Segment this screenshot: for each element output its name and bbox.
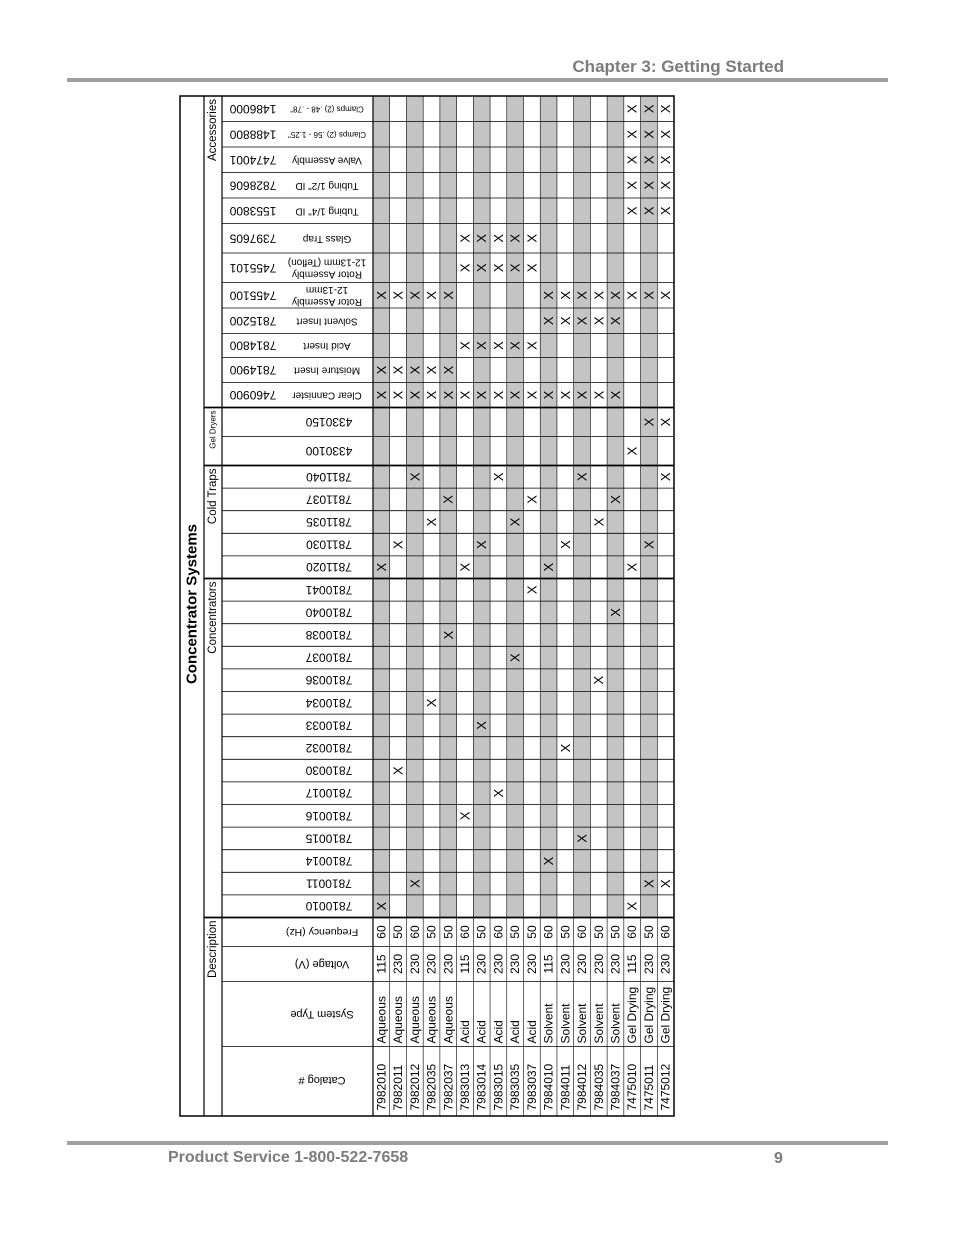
- x-mark: X: [373, 290, 389, 300]
- accessory-part-number: 7455101: [229, 260, 277, 275]
- concentrator-column-label: 7810040: [305, 605, 353, 620]
- x-mark: X: [407, 290, 423, 300]
- x-mark: X: [524, 585, 540, 595]
- x-mark: X: [557, 540, 573, 549]
- product-service-line: Product Service 1-800-522-7658: [168, 1149, 409, 1166]
- accessory-name-detail: 12-13mm (Teflon): [287, 256, 367, 268]
- x-mark: X: [641, 879, 657, 888]
- concentrator-column-label: 7810030: [305, 763, 353, 778]
- x-mark: X: [624, 180, 640, 190]
- x-mark: X: [641, 104, 657, 114]
- x-mark: X: [607, 495, 623, 504]
- catalog-number-cell: 7475012: [658, 1063, 673, 1111]
- catalog-number-cell: 7982012: [407, 1063, 422, 1111]
- x-mark: X: [373, 562, 389, 572]
- x-mark: X: [641, 155, 657, 165]
- x-mark: X: [641, 180, 657, 190]
- catalog-number-cell: 7982037: [441, 1063, 456, 1111]
- concentrator-column-label: 7810038: [305, 628, 353, 642]
- x-mark: X: [541, 316, 557, 326]
- x-mark: X: [490, 263, 506, 273]
- x-mark: X: [440, 630, 456, 640]
- concentrator-column-label: 7810015: [305, 831, 353, 846]
- x-mark: X: [407, 390, 423, 400]
- frequency-cell: 50: [424, 925, 439, 939]
- x-mark: X: [574, 834, 590, 843]
- concentrator-column-label: 7810033: [305, 718, 353, 733]
- x-mark: X: [624, 104, 640, 114]
- x-mark: X: [574, 316, 590, 326]
- accessory-name: Clamps (2) .48 - .78": [290, 104, 364, 114]
- concentrator-column-label: 7810010: [305, 899, 353, 914]
- accessory-name: Clear Cannister: [292, 389, 362, 401]
- x-mark: X: [507, 390, 523, 400]
- frequency-cell: 60: [658, 925, 673, 939]
- group-label-cold-traps: Cold Traps: [207, 468, 219, 525]
- concentrator-column-label: 7810041: [305, 582, 353, 597]
- x-mark: X: [524, 341, 540, 350]
- x-mark: X: [373, 390, 389, 400]
- system-type-cell: Solvent: [558, 1003, 573, 1044]
- catalog-number-cell: 7984011: [558, 1064, 573, 1111]
- x-mark: X: [457, 562, 473, 572]
- concentrator-column-label: 7810017: [305, 786, 353, 801]
- system-type-cell: Solvent: [541, 1003, 556, 1044]
- frequency-cell: 50: [608, 925, 623, 939]
- voltage-cell: 230: [524, 953, 539, 975]
- catalog-number-cell: 7983015: [491, 1063, 506, 1111]
- x-mark: X: [574, 390, 590, 400]
- gel-dryer-column-label: 4330100: [305, 444, 353, 458]
- x-mark: X: [474, 721, 490, 730]
- footer-rule: [67, 1141, 888, 1145]
- accessory-part-number: 7397605: [229, 231, 277, 246]
- system-type-cell: Aqueous: [424, 996, 439, 1044]
- cold-trap-column-label: 7811030: [306, 537, 352, 552]
- x-mark: X: [641, 206, 657, 216]
- x-mark: X: [390, 766, 406, 775]
- x-mark: X: [390, 290, 406, 300]
- system-type-cell: Acid: [524, 1020, 539, 1044]
- system-type-cell: Solvent: [575, 1003, 590, 1044]
- voltage-cell: 230: [591, 953, 606, 975]
- system-type-cell: Acid: [491, 1020, 506, 1044]
- voltage-cell: 230: [575, 953, 590, 975]
- concentrator-column-label: 7810011: [306, 876, 352, 891]
- x-mark: X: [574, 472, 590, 482]
- frequency-cell: 50: [441, 925, 456, 939]
- concentrator-column-label: 7810014: [305, 854, 353, 868]
- concentrator-column-label: 7810034: [305, 695, 353, 710]
- voltage-cell: 230: [658, 953, 673, 975]
- shaded-row-band: [607, 96, 624, 918]
- group-label-description: Description: [207, 920, 219, 979]
- x-mark: X: [474, 263, 490, 273]
- catalog-number-cell: 7983013: [457, 1063, 472, 1111]
- system-type-cell: Gel Drying: [658, 986, 673, 1044]
- accessory-name: Rotor Assembly: [291, 295, 363, 307]
- x-mark: X: [474, 341, 490, 350]
- voltage-cell: 230: [508, 953, 523, 975]
- voltage-cell: 230: [491, 953, 506, 975]
- x-mark: X: [607, 390, 623, 400]
- x-mark: X: [424, 390, 440, 400]
- catalog-number-cell: 7475010: [625, 1063, 640, 1111]
- x-mark: X: [607, 316, 623, 326]
- x-mark: X: [474, 540, 490, 549]
- accessory-name: Tubing 1/4" ID: [295, 205, 359, 217]
- x-mark: X: [591, 675, 607, 685]
- catalog-number-cell: 7984012: [575, 1063, 590, 1111]
- x-mark: X: [424, 290, 440, 300]
- catalog-number-cell: 7982035: [424, 1063, 439, 1111]
- catalog-number-cell: 7982010: [374, 1063, 389, 1111]
- x-mark: X: [407, 472, 423, 482]
- catalog-number-cell: 7475011: [641, 1064, 656, 1111]
- accessory-part-number: 7474001: [229, 152, 277, 167]
- shaded-row-band: [507, 96, 524, 918]
- description-column-label: Frequency (Hz): [285, 926, 359, 938]
- frequency-cell: 50: [591, 925, 606, 939]
- voltage-cell: 230: [641, 953, 656, 975]
- x-mark: X: [457, 341, 473, 350]
- x-mark: X: [624, 129, 640, 139]
- accessory-name-detail: 12-13mm: [305, 283, 349, 295]
- shaded-row-band: [641, 96, 658, 918]
- shaded-row-band: [373, 96, 390, 918]
- frequency-cell: 60: [457, 925, 472, 939]
- page-number: 9: [774, 1150, 783, 1167]
- x-mark: X: [641, 417, 657, 427]
- x-mark: X: [658, 104, 674, 114]
- description-column-label: Voltage (V): [294, 958, 350, 970]
- x-mark: X: [507, 341, 523, 350]
- voltage-cell: 230: [474, 953, 489, 975]
- accessory-name: Clamps (2) .56 - 1.25": [288, 129, 366, 139]
- description-column-label: System Type: [290, 1008, 354, 1020]
- voltage-cell: 115: [625, 954, 640, 974]
- system-type-cell: Solvent: [608, 1003, 623, 1044]
- system-type-cell: Solvent: [591, 1003, 606, 1044]
- x-mark: X: [624, 901, 640, 911]
- system-type-cell: Acid: [508, 1020, 523, 1044]
- concentrator-column-label: 7810016: [305, 808, 353, 823]
- x-mark: X: [390, 365, 406, 375]
- voltage-cell: 230: [441, 953, 456, 975]
- x-mark: X: [658, 472, 674, 482]
- concentrator-column-label: 7810032: [305, 741, 353, 755]
- voltage-cell: 115: [541, 954, 556, 974]
- concentrator-column-label: 7810036: [305, 673, 353, 688]
- accessory-part-number: 1488800: [229, 127, 277, 142]
- group-label-gel-dryers: Gel Dryers: [208, 410, 218, 449]
- x-mark: X: [641, 290, 657, 300]
- voltage-cell: 230: [558, 953, 573, 975]
- x-mark: X: [474, 233, 490, 243]
- x-mark: X: [541, 562, 557, 572]
- gel-dryer-column-label: 4330150: [305, 415, 353, 429]
- chapter-title: Chapter 3: Getting Started: [572, 57, 784, 76]
- x-mark: X: [373, 365, 389, 375]
- x-mark: X: [641, 129, 657, 139]
- cold-trap-column-label: 7811037: [306, 492, 352, 507]
- x-mark: X: [541, 290, 557, 300]
- frequency-cell: 50: [474, 925, 489, 939]
- frequency-cell: 50: [524, 925, 539, 939]
- frequency-cell: 50: [508, 925, 523, 939]
- accessory-part-number: 7460900: [229, 388, 277, 402]
- frequency-cell: 60: [541, 925, 556, 939]
- x-mark: X: [658, 129, 674, 139]
- x-mark: X: [658, 180, 674, 190]
- x-mark: X: [557, 390, 573, 400]
- accessory-name: Rotor Assembly: [291, 268, 363, 280]
- x-mark: X: [658, 290, 674, 300]
- x-mark: X: [574, 290, 590, 300]
- accessory-part-number: 7455100: [229, 288, 277, 303]
- x-mark: X: [624, 290, 640, 300]
- x-mark: X: [490, 788, 506, 798]
- frequency-cell: 60: [625, 925, 640, 939]
- x-mark: X: [440, 290, 456, 300]
- x-mark: X: [624, 206, 640, 216]
- catalog-number-cell: 7984035: [591, 1063, 606, 1111]
- system-type-cell: Acid: [457, 1020, 472, 1044]
- x-mark: X: [524, 390, 540, 400]
- shaded-row-band: [574, 96, 591, 918]
- x-mark: X: [457, 263, 473, 273]
- x-mark: X: [591, 316, 607, 326]
- cold-trap-column-label: 7811020: [306, 560, 352, 575]
- x-mark: X: [658, 206, 674, 216]
- system-type-cell: Gel Drying: [625, 986, 640, 1044]
- x-mark: X: [424, 698, 440, 708]
- x-mark: X: [557, 743, 573, 753]
- x-mark: X: [658, 155, 674, 165]
- frequency-cell: 60: [575, 925, 590, 939]
- x-mark: X: [607, 290, 623, 300]
- catalog-number-cell: 7984037: [608, 1063, 623, 1111]
- x-mark: X: [390, 540, 406, 549]
- system-type-cell: Aqueous: [391, 996, 406, 1044]
- x-mark: X: [624, 155, 640, 165]
- accessory-name: Moisture Insert: [293, 364, 361, 376]
- accessory-name: Acid Insert: [303, 340, 351, 351]
- x-mark: X: [624, 562, 640, 572]
- x-mark: X: [490, 233, 506, 243]
- accessory-part-number: 7814900: [229, 363, 277, 377]
- x-mark: X: [591, 390, 607, 400]
- shaded-row-band: [473, 96, 490, 918]
- accessory-name: Tubing 1/2" ID: [295, 179, 359, 191]
- accessory-part-number: 7814800: [229, 338, 277, 353]
- shaded-row-band: [440, 96, 457, 918]
- x-mark: X: [541, 390, 557, 400]
- accessory-part-number: 7828606: [229, 178, 277, 193]
- accessory-name: Solvent Insert: [296, 315, 358, 327]
- x-mark: X: [507, 517, 523, 527]
- x-mark: X: [390, 390, 406, 400]
- accessory-name: Valve Assembly: [292, 154, 362, 166]
- frequency-cell: 50: [558, 925, 573, 939]
- catalog-number-cell: 7983014: [474, 1063, 489, 1111]
- x-mark: X: [424, 517, 440, 527]
- frequency-cell: 50: [391, 925, 406, 939]
- x-mark: X: [524, 233, 540, 243]
- x-mark: X: [490, 341, 506, 350]
- x-mark: X: [407, 365, 423, 375]
- catalog-number-cell: 7983035: [508, 1063, 523, 1111]
- voltage-cell: 115: [374, 954, 389, 974]
- x-mark: X: [624, 446, 640, 456]
- accessory-name: Glass Trap: [302, 232, 352, 244]
- catalog-number-cell: 7983037: [524, 1063, 539, 1111]
- shaded-row-band: [540, 96, 557, 918]
- system-type-cell: Aqueous: [441, 996, 456, 1044]
- x-mark: X: [457, 811, 473, 821]
- x-mark: X: [658, 417, 674, 427]
- system-type-cell: Aqueous: [374, 996, 389, 1044]
- x-mark: X: [658, 879, 674, 888]
- x-mark: X: [524, 495, 540, 504]
- group-label-concentrators: Concentrators: [207, 581, 219, 654]
- x-mark: X: [524, 263, 540, 273]
- frequency-cell: 60: [491, 925, 506, 939]
- accessory-part-number: 1486000: [229, 101, 277, 116]
- x-mark: X: [591, 290, 607, 300]
- voltage-cell: 230: [407, 953, 422, 975]
- x-mark: X: [424, 365, 440, 375]
- x-mark: X: [507, 263, 523, 273]
- x-mark: X: [607, 608, 623, 617]
- catalog-number-cell: 7984010: [541, 1063, 556, 1111]
- table-title: Concentrator Systems: [183, 523, 201, 685]
- x-mark: X: [457, 233, 473, 243]
- x-mark: X: [507, 233, 523, 243]
- cold-trap-column-label: 7811040: [306, 469, 352, 484]
- system-type-cell: Acid: [474, 1020, 489, 1044]
- x-mark: X: [507, 653, 523, 662]
- x-mark: X: [591, 517, 607, 527]
- x-mark: X: [373, 901, 389, 911]
- x-mark: X: [490, 390, 506, 400]
- voltage-cell: 230: [608, 953, 623, 975]
- x-mark: X: [457, 390, 473, 400]
- shaded-row-band: [406, 96, 423, 918]
- accessory-part-number: 7815200: [229, 313, 277, 328]
- x-mark: X: [440, 365, 456, 375]
- x-mark: X: [474, 390, 490, 400]
- x-mark: X: [440, 495, 456, 504]
- voltage-cell: 230: [391, 953, 406, 975]
- system-type-cell: Gel Drying: [641, 986, 656, 1044]
- x-mark: X: [407, 879, 423, 888]
- x-mark: X: [641, 540, 657, 549]
- voltage-cell: 115: [457, 954, 472, 974]
- voltage-cell: 230: [424, 953, 439, 975]
- frequency-cell: 60: [374, 925, 389, 939]
- description-column-label: Catalog #: [298, 1074, 346, 1086]
- system-type-cell: Aqueous: [407, 996, 422, 1044]
- x-mark: X: [557, 290, 573, 300]
- x-mark: X: [557, 316, 573, 326]
- accessory-part-number: 1553800: [229, 203, 277, 218]
- cold-trap-column-label: 7811035: [306, 515, 352, 529]
- group-label-accessories: Accessories: [207, 99, 219, 161]
- frequency-cell: 60: [407, 925, 422, 939]
- x-mark: X: [490, 472, 506, 482]
- x-mark: X: [541, 856, 557, 866]
- concentrator-column-label: 7810037: [305, 650, 353, 665]
- frequency-cell: 50: [641, 925, 656, 939]
- x-mark: X: [440, 390, 456, 400]
- catalog-number-cell: 7982011: [391, 1064, 406, 1111]
